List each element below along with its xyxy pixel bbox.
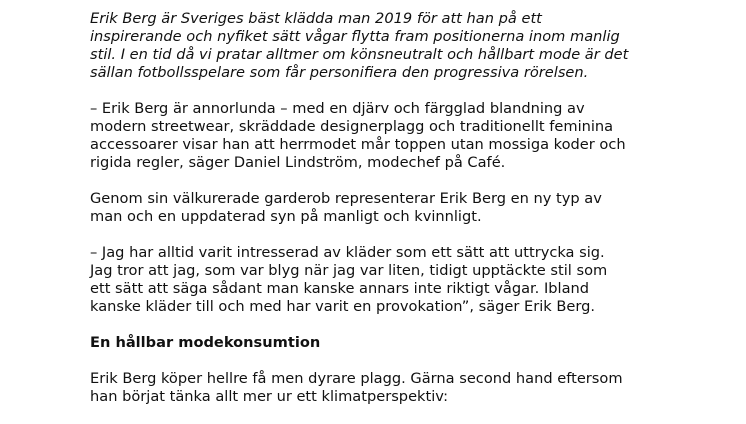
text-line: Erik Berg är Sveriges bäst klädda man 2019 för att han på ett bbox=[90, 10, 542, 27]
text-line: Jag tror att jag, som var blyg när jag var liten, tidigt upptäckte stil som bbox=[90, 262, 608, 279]
text-line: Genom sin välkurerade garderob representerar Erik Berg en ny typ av bbox=[90, 190, 602, 207]
text-line: stil. I en tid då vi pratar alltmer om könsneutralt och hållbart mode är det bbox=[90, 46, 629, 63]
lead-paragraph bbox=[90, 10, 690, 82]
quote-paragraph-lindstrom bbox=[90, 100, 690, 172]
text-line: accessoarer visar han att herrmodet mår toppen utan mossiga koder och bbox=[90, 136, 626, 153]
text-line: rigida regler, säger Daniel Lindström, modechef på Café. bbox=[90, 154, 506, 171]
quote-paragraph-berg bbox=[90, 244, 690, 316]
text-line: Erik Berg köper hellre få men dyrare plagg. Gärna second hand eftersom bbox=[90, 370, 623, 387]
section-heading: En hållbar modekonsumtion bbox=[90, 334, 321, 351]
text-line: – Jag har alltid varit intresserad av kläder som ett sätt att uttrycka sig. bbox=[90, 244, 605, 261]
body-paragraph-consumption bbox=[90, 370, 690, 406]
text-line: han börjat tänka allt mer ur ett klimatperspektiv: bbox=[90, 388, 449, 405]
text-line: kanske kläder till och med har varit en provokation”, säger Erik Berg. bbox=[90, 298, 596, 315]
text-line: modern streetwear, skräddade designerplagg och traditionellt feminina bbox=[90, 118, 614, 135]
text-line: inspirerande och nyfiket sätt vågar flytta fram positionerna inom manlig bbox=[90, 28, 620, 45]
document-page bbox=[90, 10, 690, 424]
text-line: man och en uppdaterad syn på manligt och kvinnligt. bbox=[90, 208, 482, 225]
text-line: sällan fotbollsspelare som får personifiera den progressiva rörelsen. bbox=[90, 64, 589, 81]
body-paragraph-wardrobe bbox=[90, 190, 690, 226]
text-line: ett sätt att säga sådant man kanske annars inte riktigt vågar. Ibland bbox=[90, 280, 590, 297]
text-line: – Erik Berg är annorlunda – med en djärv och färgglad blandning av bbox=[90, 100, 585, 117]
